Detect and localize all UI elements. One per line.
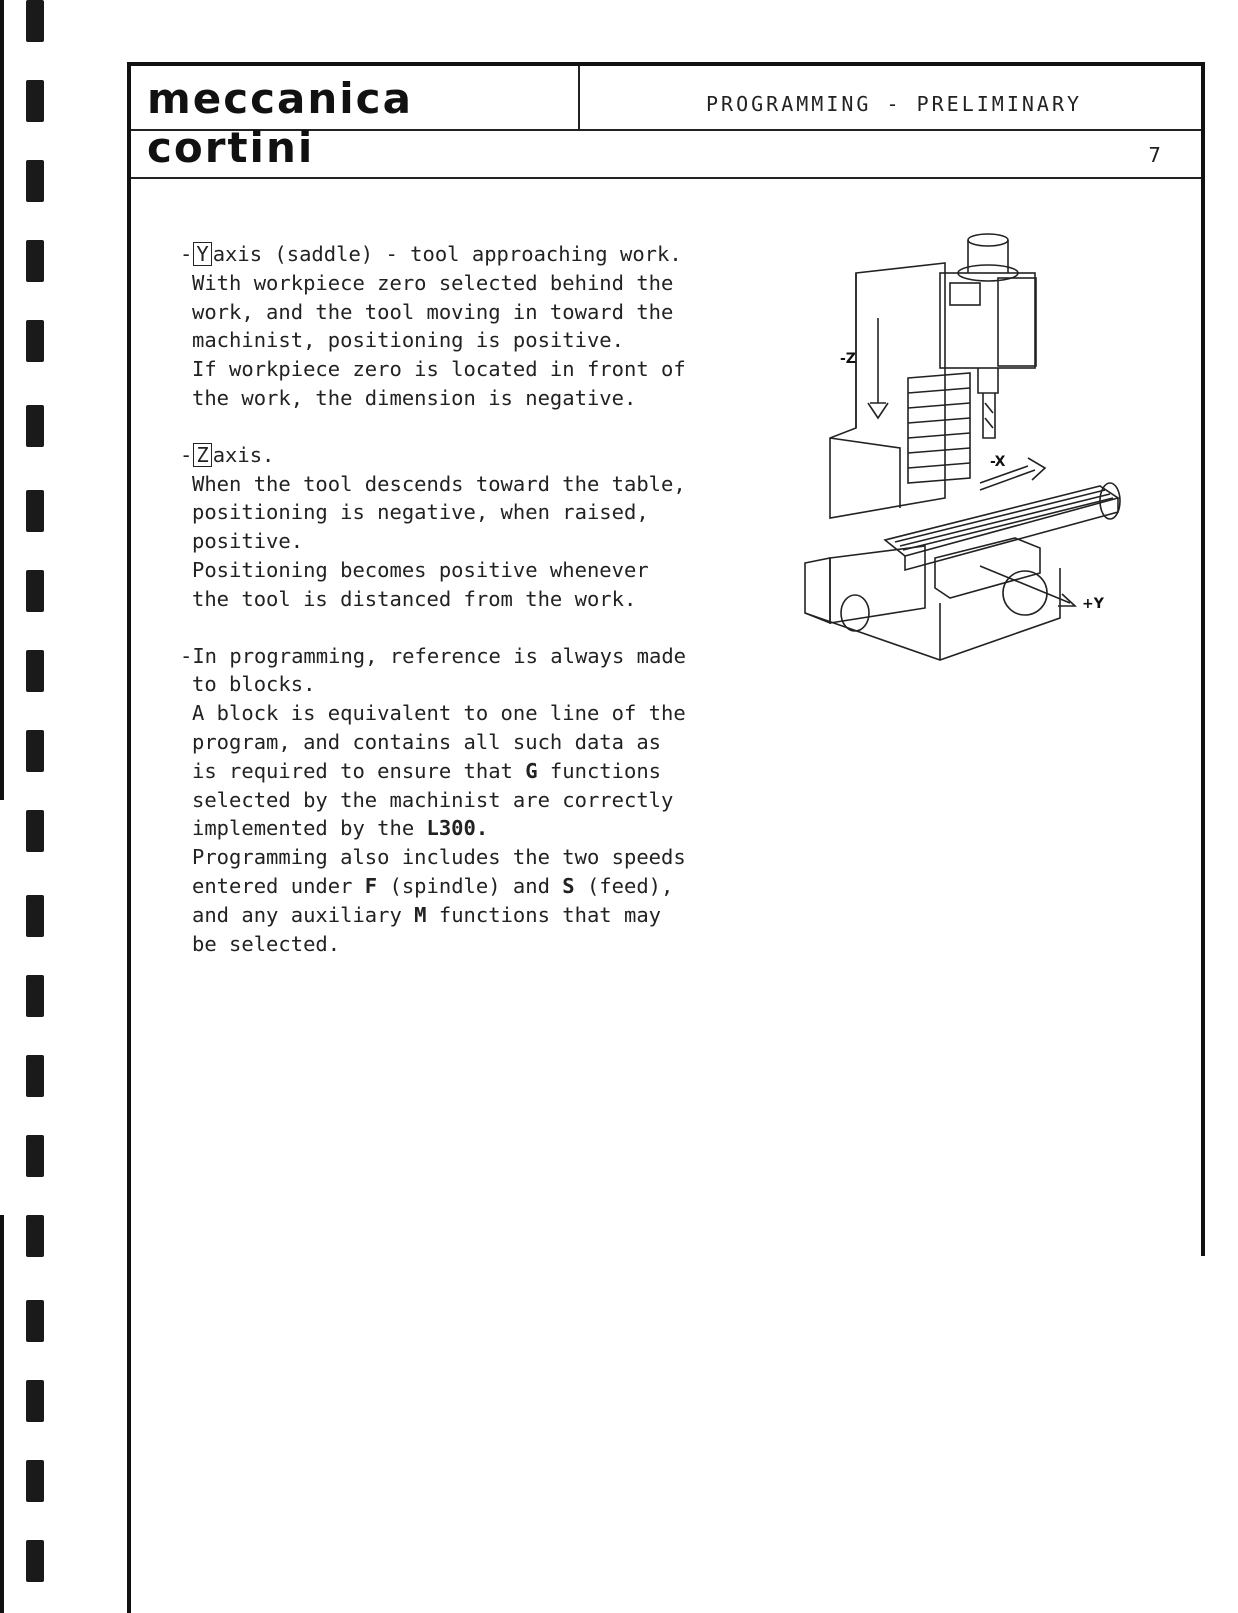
head-window <box>950 283 980 305</box>
text-span: M <box>414 902 427 927</box>
text-line: With workpiece zero selected behind the <box>192 270 674 295</box>
binder-hole <box>26 1055 44 1097</box>
text-span: (spindle) and <box>377 873 563 898</box>
text-line: the tool is distanced from the work. <box>192 586 637 611</box>
text-line: selected by the machinist are correctly <box>192 787 674 812</box>
binder-hole <box>26 0 44 42</box>
text-line: program, and contains all such data as <box>192 729 661 754</box>
head-panel <box>998 278 1036 366</box>
binder-hole <box>26 405 44 447</box>
binder-hole <box>26 1460 44 1502</box>
spindle-nose <box>978 368 998 393</box>
binder-hole <box>26 895 44 937</box>
knee-front <box>805 558 830 623</box>
page-frame-edge <box>127 1252 131 1613</box>
text-line: positive. <box>192 529 304 554</box>
page-number-row <box>131 131 1201 179</box>
binder-hole <box>26 730 44 772</box>
tool-flutes <box>985 403 993 428</box>
spindle-cap <box>968 234 1008 246</box>
text-line: -In programming, reference is always made <box>180 643 687 668</box>
text-line <box>180 814 720 843</box>
text-span: axis (saddle) - tool approaching work. <box>212 242 682 266</box>
section-title: PROGRAMMING - PRELIMINARY <box>706 92 1083 116</box>
column-outline <box>830 263 945 518</box>
text-span: F <box>364 873 378 898</box>
milling-machine-figure <box>800 228 1140 678</box>
z-axis-label: -Z <box>840 351 856 367</box>
blocks-paragraph <box>180 642 720 959</box>
binder-hole <box>26 650 44 692</box>
text-span: entered under <box>192 873 365 898</box>
binder-edge <box>0 0 4 800</box>
text-span: is required to ensure that <box>192 758 526 783</box>
text-line: the work, the dimension is negative. <box>192 385 637 410</box>
text-line <box>180 757 720 786</box>
text-line: Positioning becomes positive whenever <box>192 557 649 582</box>
text-span: S <box>562 873 575 898</box>
text-line <box>180 872 720 901</box>
knee-block <box>830 546 925 623</box>
text-line: A block is equivalent to one line of the <box>192 701 686 726</box>
column-base-edge <box>830 438 900 508</box>
binder-hole <box>26 490 44 532</box>
text-span: G <box>525 758 538 783</box>
knee-wheel <box>841 595 869 631</box>
text-span: functions <box>537 758 662 783</box>
binder-hole <box>26 1300 44 1342</box>
milling-machine-drawing <box>800 228 1140 678</box>
logo-cell <box>131 66 580 172</box>
page-header <box>131 66 1201 172</box>
binder-hole <box>26 1380 44 1422</box>
binder-hole <box>26 975 44 1017</box>
text-line: - Z axis. <box>180 442 275 467</box>
z-arrow <box>868 318 888 418</box>
text-line: If workpiece zero is located in front of <box>192 357 686 382</box>
bellows-folds <box>908 388 970 468</box>
binder-hole <box>26 160 44 202</box>
text-line: to blocks. <box>192 672 316 697</box>
text-span: and any auxiliary <box>192 902 415 927</box>
text-line: Programming also includes the two speeds <box>192 845 686 870</box>
binder-hole <box>26 320 44 362</box>
binder-hole <box>26 80 44 122</box>
text-line: be selected. <box>192 931 341 956</box>
text-span: implemented by the <box>192 816 427 841</box>
binder-hole <box>26 1215 44 1257</box>
z-axis-paragraph <box>180 441 720 614</box>
text-line: When the tool descends toward the table, <box>192 471 686 496</box>
cutting-tool <box>983 393 995 438</box>
binder-hole <box>26 1540 44 1582</box>
text-line: - Y axis (saddle) - tool approaching work. <box>180 242 682 266</box>
text-span: axis. <box>212 442 275 467</box>
text-line <box>180 901 720 930</box>
binder-hole <box>26 810 44 852</box>
body-text <box>180 240 720 986</box>
head-body <box>940 273 1035 368</box>
y-axis-paragraph <box>180 240 720 413</box>
y-axis-label: +Y <box>1082 596 1104 612</box>
text-span: functions that may <box>426 902 662 927</box>
text-line: work, and the tool moving in toward the <box>192 299 674 324</box>
binder-hole <box>26 240 44 282</box>
binder-hole <box>26 1135 44 1177</box>
text-span: L300. <box>426 816 489 841</box>
x-axis-label: -X <box>990 454 1006 470</box>
text-line: machinist, positioning is positive. <box>192 328 624 353</box>
text-line: positioning is negative, when raised, <box>192 500 649 525</box>
text-span: (feed), <box>574 873 674 898</box>
binder-hole <box>26 570 44 612</box>
axis-key-box: Y <box>193 242 211 266</box>
binder-holes <box>0 0 60 1613</box>
company-logo: meccanica cortini <box>147 74 413 172</box>
page-number: 7 <box>1148 143 1161 167</box>
axis-key-box: Z <box>193 443 211 467</box>
binder-edge <box>0 1215 4 1613</box>
